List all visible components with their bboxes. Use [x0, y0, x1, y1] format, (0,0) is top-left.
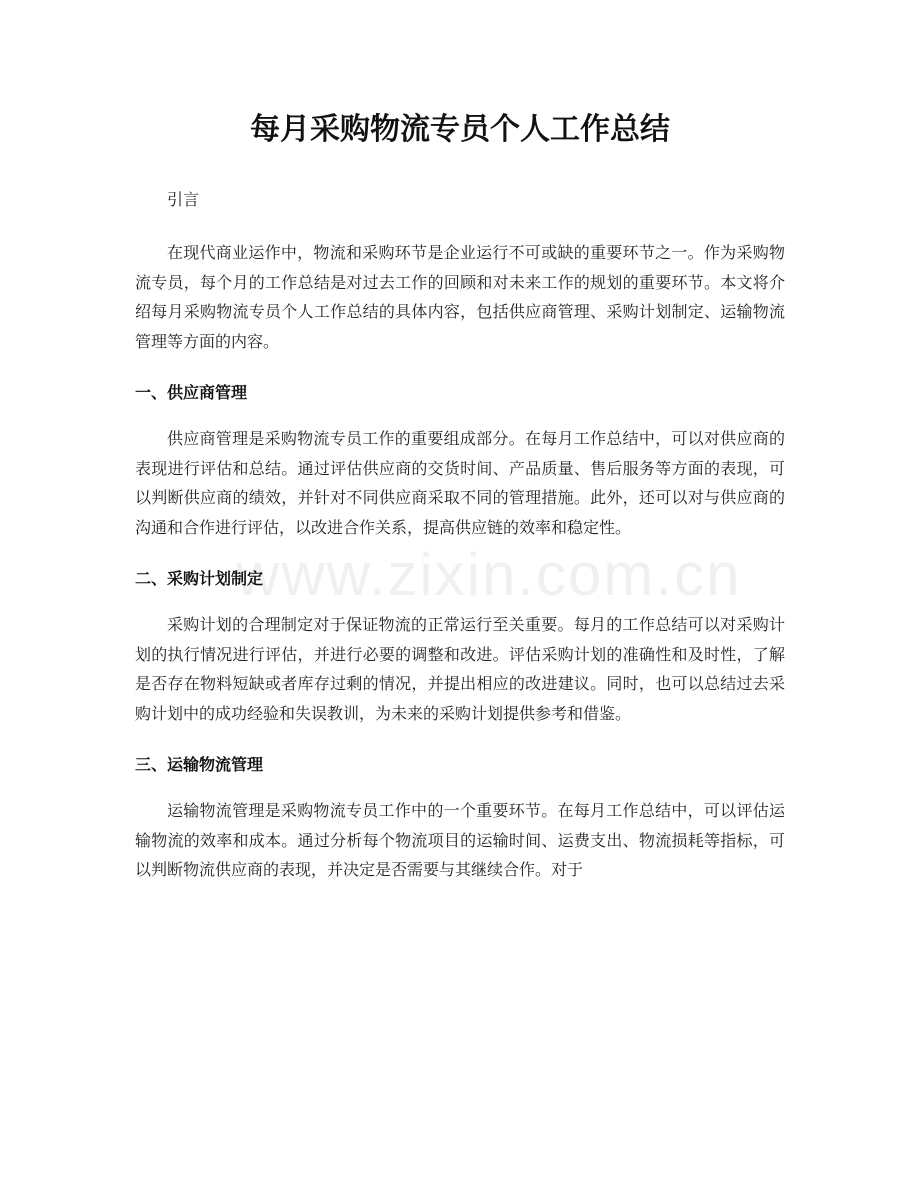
- section-heading-supplier-management: 一、供应商管理: [135, 383, 248, 402]
- intro-paragraph: 在现代商业运作中，物流和采购环节是企业运行不可或缺的重要环节之一。作为采购物流专员，每个月的工作总结是对过去工作的回顾和对未来工作的规划的重要环节。本文将介绍每月采购物流专员个人工作总结的具体内容，包括供应商管理、采购计划制定、运输物流管理等方面的内容。: [135, 243, 785, 351]
- document-title: 每月采购物流专员个人工作总结: [250, 112, 670, 147]
- document-body: [135, 180, 785, 885]
- section-paragraph-transport-logistics: 运输物流管理是采购物流专员工作中的一个重要环节。在每月工作总结中，可以评估运输物流的效率和成本。通过分析每个物流项目的运输时间、运费支出、物流损耗等指标，可以判断物流供应商的表现，并决定是否需要与其继续合作。对于: [135, 801, 785, 879]
- section-heading-transport-logistics: 三、运输物流管理: [135, 755, 264, 774]
- section-paragraph-purchase-planning: 采购计划的合理制定对于保证物流的正常运行至关重要。每月的工作总结可以对采购计划的执行情况进行评估，并进行必要的调整和改进。评估采购计划的准确性和及时性，了解是否存在物料短缺或者库存过剩的情况，并提出相应的改进建议。同时，也可以总结过去采购计划中的成功经验和失误教训，为未来的采购计划提供参考和借鉴。: [135, 615, 785, 723]
- intro-label: 引言: [167, 190, 200, 209]
- section-paragraph-supplier-management: 供应商管理是采购物流专员工作的重要组成部分。在每月工作总结中，可以对供应商的表现进行评估和总结。通过评估供应商的交货时间、产品质量、售后服务等方面的表现，可以判断供应商的绩效，并针对不同供应商采取不同的管理措施。此外，还可以对与供应商的沟通和合作进行评估，以改进合作关系，提高供应链的效率和稳定性。: [135, 429, 785, 537]
- section-heading-purchase-planning: 二、采购计划制定: [135, 569, 264, 588]
- watermark: www.zixin.com.cn: [236, 541, 742, 608]
